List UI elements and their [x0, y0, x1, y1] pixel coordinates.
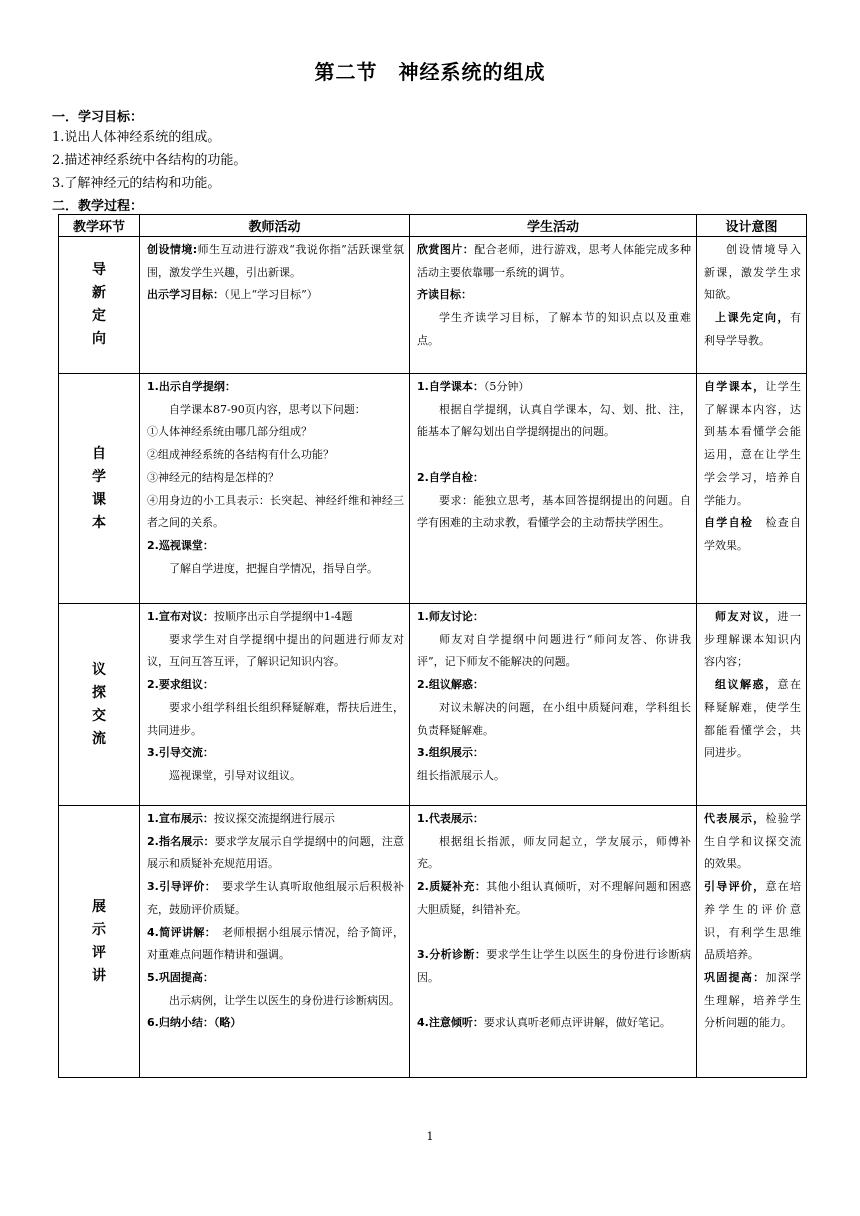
bold-label: 1.宣布对议： [147, 610, 214, 623]
bold-label: 3.引导交流： [147, 746, 214, 760]
bold-label: 1.自学课本： [417, 380, 484, 393]
header-student: 学生活动 [410, 215, 697, 237]
paragraph-text: 加深学生理解，培养学生分析问题的能力。 [704, 970, 802, 1030]
paragraph-text: 了解自学进度，把握自学情况，指导自学。 [169, 561, 378, 575]
paragraph-text: 要求学友展示自学提纲中的问题，注意展示和质疑补充规范用语。 [147, 834, 404, 871]
paragraph [147, 399, 404, 422]
paragraph [147, 558, 404, 581]
page-title: 第二节 神经系统的组成 [314, 60, 546, 84]
paragraph [147, 742, 404, 765]
goal-item: 1.说出人体神经系统的组成。 [52, 130, 221, 145]
paragraph-text: 进一步理解课本知识内容内容； [704, 610, 801, 669]
paragraph-text: 其他小组认真倾听，对不理解问题和困惑大胆质疑，纠错补充。 [417, 880, 692, 916]
bold-label: 师友对议， [715, 610, 778, 623]
paragraph-text: 检查自学效果。 [704, 516, 802, 552]
paragraph [704, 606, 801, 674]
paragraph [147, 444, 404, 467]
paragraph-text: 对议未解决的问题，在小组中质疑问难，学科组长负责释疑解难。 [417, 700, 691, 737]
paragraph [417, 376, 691, 399]
design-intent-cell [697, 237, 807, 374]
paragraph-text: 老师根据小组展示情况，给予简评，对重难点问题作精讲和强调。 [147, 925, 404, 962]
paragraph-text: 要求学生让学生以医生的身份进行诊断病因。 [417, 948, 692, 984]
teacher-activity-cell [140, 806, 410, 1078]
paragraph-text: 师生互动进行游戏“我说你指”活跃课堂氛围，激发学生兴趣，引出新课。 [147, 243, 404, 279]
bold-label: 6.归纳小结： [147, 1016, 214, 1030]
header-stage: 教学环节 [59, 215, 140, 237]
bold-label: 齐读目标： [417, 288, 472, 302]
paragraph [417, 831, 691, 876]
paragraph-text: 巡视课堂，引导对议组议。 [169, 768, 301, 782]
student-activity-cell [410, 374, 697, 604]
bold-label: 2.要求组议： [147, 678, 214, 692]
paragraph [704, 307, 801, 352]
paragraph-text: 有利导学导教。 [704, 311, 801, 347]
bold-label: 出示学习目标： [147, 288, 224, 302]
stage-char: 向 [92, 331, 106, 347]
paragraph-text: 出示病例，让学生以医生的身份进行诊断病因。 [169, 993, 400, 1007]
paragraph [147, 376, 404, 399]
teaching-process-table [58, 214, 807, 1078]
paragraph-text: 意在释疑解难，使学生都能看懂学会，共同进步。 [704, 678, 801, 760]
paragraph-text: 要求小组学科组长组织释疑解难，帮扶后进生，共同进步。 [147, 700, 404, 737]
paragraph [147, 490, 404, 535]
stage-cell [59, 604, 140, 806]
paragraph [417, 742, 691, 765]
bold-label: 2.质疑补充： [417, 880, 487, 894]
paragraph [417, 629, 691, 674]
stage-char: 议 [92, 661, 106, 678]
paragraph [147, 765, 404, 788]
table-row [59, 604, 807, 806]
table-header-row [59, 215, 807, 237]
design-intent-cell [697, 806, 807, 1078]
paragraph [417, 1012, 691, 1035]
paragraph [417, 674, 691, 697]
stage-char: 本 [92, 514, 106, 531]
paragraph [147, 808, 404, 831]
stage-char: 流 [92, 730, 106, 747]
paragraph [417, 467, 691, 490]
paragraph [417, 944, 691, 989]
paragraph-text: 配合老师，进行游戏，思考人体能完成多种活动主要依靠哪一系统的调节。 [417, 243, 692, 279]
paragraph [147, 467, 404, 490]
bold-label: 上课先定向， [715, 311, 790, 325]
stage-char: 学 [92, 468, 106, 485]
table-row [59, 806, 807, 1078]
stage-char: 示 [92, 921, 106, 938]
paragraph [147, 239, 404, 284]
bold-label: 1.宣布展示： [147, 812, 214, 825]
paragraph-text: ④用身边的小工具表示：长突起、神经纤维和神经三者之间的关系。 [147, 493, 404, 530]
bold-label: 4.注意倾听： [417, 1016, 484, 1030]
paragraph-text: ①人体神经系统由哪几部分组成？ [147, 425, 312, 439]
paragraph [704, 808, 801, 876]
paragraph-text: 按议探交流提纲进行展示 [213, 812, 335, 825]
paragraph-text: 自学课本87-90页内容，思考以下问题： [169, 402, 366, 416]
bold-label: 1.出示自学提纲： [147, 380, 236, 393]
stage-char: 讲 [92, 967, 106, 984]
paragraph [147, 284, 404, 307]
stage-char: 导 [92, 262, 106, 278]
table-row [59, 374, 807, 604]
table-row [59, 237, 807, 374]
stage-char: 新 [92, 285, 106, 301]
paragraph [147, 697, 404, 742]
stage-char: 评 [92, 944, 106, 961]
paragraph-text: 意在培养学生的评价意识，有利学生思维品质培养。 [704, 880, 802, 962]
paragraph [417, 876, 691, 921]
paragraph [417, 239, 691, 284]
bold-label: 2.指名展示： [147, 834, 215, 848]
bold-label: 4.简评讲解： [147, 925, 211, 939]
paragraph-text: 按顺序出示自学提纲中1-4题 [213, 610, 353, 623]
teacher-activity-cell [140, 237, 410, 374]
stage-char: 展 [92, 898, 106, 915]
bold-label: 3.分析诊断： [417, 948, 487, 962]
blank-line [417, 444, 691, 467]
paragraph [147, 922, 404, 967]
paragraph [147, 967, 404, 990]
paragraph-text: 要求学生认真听取他组展示后积极补充，鼓励评价质疑。 [147, 880, 404, 916]
stage-char: 探 [92, 684, 106, 701]
paragraph [147, 990, 404, 1013]
paragraph [417, 399, 691, 444]
bold-label: 欣赏图片： [417, 243, 475, 256]
blank-line [417, 990, 691, 1013]
stage-cell [59, 237, 140, 374]
paragraph [704, 674, 801, 765]
design-intent-cell [697, 374, 807, 604]
paragraph [704, 512, 801, 557]
student-activity-cell [410, 604, 697, 806]
paragraph [417, 765, 691, 788]
paragraph [147, 1012, 404, 1035]
paragraph [417, 606, 691, 629]
blank-line [417, 922, 691, 945]
paragraph-text: 让学生了解课本内容，达到基本看懂学会能运用，意在让学生学会学习，培养自学能力。 [704, 380, 802, 507]
paragraph [147, 629, 404, 674]
paragraph-text: ②组成神经系统的各结构有什么功能？ [147, 448, 334, 462]
student-activity-cell [410, 806, 697, 1078]
paragraph [704, 876, 801, 967]
paragraph [147, 535, 404, 558]
paragraph-text: 检验学生自学和议探交流的效果。 [704, 812, 802, 871]
bold-label: 自学课本， [704, 380, 766, 393]
paragraph [417, 490, 691, 535]
goal-item: 3.了解神经元的结构和功能。 [52, 176, 221, 191]
paragraph-text: 根据自学提纲，认真自学课本，勾、划、批、注，能基本了解勾划出自学提纲提出的问题。 [417, 402, 691, 439]
paragraph [417, 697, 691, 742]
paragraph-text: 根据组长指派，师友同起立，学友展示，师傅补充。 [417, 834, 691, 871]
header-intent: 设计意图 [697, 215, 807, 237]
bold-label: 创设情境: [147, 243, 198, 256]
section-heading-process: 二．教学过程： [52, 199, 144, 214]
paragraph [417, 284, 691, 307]
bold-label: 2.巡视课堂： [147, 538, 214, 552]
paragraph [147, 674, 404, 697]
bold-label: 5.巩固提高： [147, 970, 214, 984]
bold-label: 2.自学自检： [417, 470, 484, 484]
bold-label: 3.引导评价： [147, 880, 211, 894]
paragraph-text: 学生齐读学习目标，了解本节的知识点以及重难点。 [417, 311, 691, 347]
teacher-activity-cell [140, 604, 410, 806]
bold-label: 代表展示， [704, 812, 766, 825]
page-number: 1 [426, 1130, 434, 1143]
design-intent-cell [697, 604, 807, 806]
paragraph [147, 606, 404, 629]
paragraph-text: 要求学生对自学提纲中提出的问题进行师友对议，互问互答互评，了解识记知识内容。 [147, 632, 404, 669]
paragraph-text: ③神经元的结构是怎样的？ [147, 470, 279, 484]
paragraph-text: （略） [213, 1016, 242, 1030]
stage-char: 自 [92, 445, 106, 462]
bold-label: 引导评价， [704, 880, 766, 894]
section-heading-goals: 一．学习目标： [52, 110, 144, 125]
bold-label: 巩固提高： [704, 970, 766, 984]
paragraph-text: 要求认真听老师点评讲解，做好笔记。 [483, 1016, 671, 1030]
paragraph-text: 要求：能独立思考，基本回答提纲提出的问题。自学有困难的主动求教，看懂学会的主动帮扶学困生。 [417, 493, 691, 530]
teacher-activity-cell [140, 374, 410, 604]
bold-label: 2.组议解惑： [417, 678, 484, 692]
stage-cell [59, 806, 140, 1078]
paragraph-text: 组长指派展示人。 [417, 768, 505, 782]
stage-cell [59, 374, 140, 604]
paragraph-text: （见上“学习目标”） [224, 288, 318, 302]
paragraph [704, 376, 801, 512]
bold-label: 1.师友讨论： [417, 610, 484, 623]
bold-label: 组议解惑， [715, 678, 778, 692]
bold-label: 3.组织展示： [417, 746, 484, 760]
bold-label: 自学自检 [704, 516, 754, 530]
paragraph [704, 239, 801, 307]
stage-char: 定 [92, 308, 106, 324]
header-teacher: 教师活动 [140, 215, 410, 237]
paragraph [147, 876, 404, 921]
paragraph-text: 创设情境导入新课，激发学生求知欲。 [704, 243, 801, 302]
goal-item: 2.描述神经系统中各结构的功能。 [52, 153, 247, 168]
bold-label: 1.代表展示： [417, 812, 484, 825]
paragraph [147, 831, 404, 876]
paragraph [704, 967, 801, 1035]
paragraph-text: 师友对自学提纲中问题进行“师问友答、你讲我评”，记下师友不能解决的问题。 [417, 632, 691, 669]
paragraph-text: （5分钟） [483, 380, 530, 393]
student-activity-cell [410, 237, 697, 374]
stage-char: 课 [92, 491, 106, 508]
paragraph [417, 307, 691, 352]
paragraph [147, 421, 404, 444]
stage-char: 交 [92, 707, 106, 724]
paragraph [417, 808, 691, 831]
